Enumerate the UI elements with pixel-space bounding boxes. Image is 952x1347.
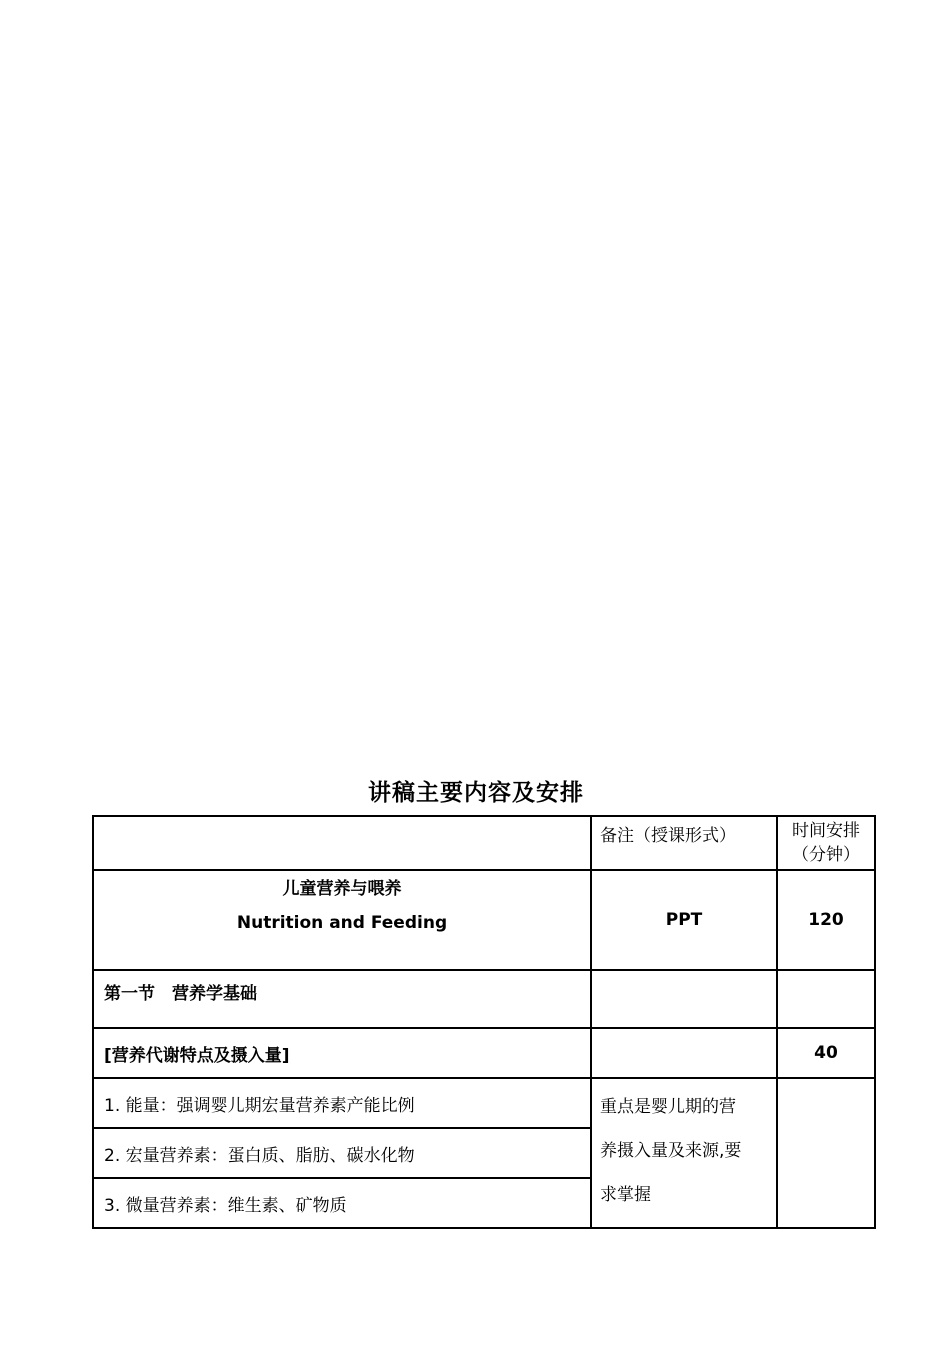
section-row: [93, 970, 875, 1028]
section-time-cell: [777, 970, 875, 1028]
section-note-cell: [591, 970, 777, 1028]
item-cell: 1. 能量：强调婴儿期宏量营养素产能比例: [93, 1078, 591, 1128]
items-time-cell: [777, 1078, 875, 1228]
topic-title-cell: [93, 870, 591, 970]
header-time-line2: （分钟）: [792, 845, 860, 865]
items-note-line: 求掌握: [600, 1185, 651, 1205]
topic-title-en: Nutrition and Feeding: [236, 913, 448, 933]
item-cell: 2. 宏量营养素：蛋白质、脂肪、碳水化物: [93, 1128, 591, 1178]
items-note-cell: [591, 1078, 777, 1228]
header-time-cell: [777, 816, 875, 870]
header-row: [93, 816, 875, 870]
subsection-row: [93, 1028, 875, 1078]
header-note-cell: 备注（授课形式）: [591, 816, 777, 870]
subsection-minutes-cell: 40: [777, 1028, 875, 1078]
subsection-label-cell: [营养代谢特点及摄入量]: [93, 1028, 591, 1078]
document-title: 讲稿主要内容及安排: [368, 780, 584, 806]
subsection-note-cell: [591, 1028, 777, 1078]
topic-minutes-cell: 120: [777, 870, 875, 970]
item-cell: 3. 微量营养素：维生素、矿物质: [93, 1178, 591, 1228]
header-content-cell: [93, 816, 591, 870]
topic-title-cn: 儿童营养与喂养: [282, 879, 402, 899]
topic-row: [93, 870, 875, 970]
schedule-table: [92, 815, 876, 1229]
items-note-line: 养摄入量及来源,要: [600, 1141, 742, 1161]
table-row: [93, 1078, 875, 1128]
section-label-cell: 第一节 营养学基础: [93, 970, 591, 1028]
header-time-line1: 时间安排: [792, 821, 860, 841]
topic-format-cell: PPT: [591, 870, 777, 970]
items-note-line: 重点是婴儿期的营: [600, 1097, 736, 1117]
